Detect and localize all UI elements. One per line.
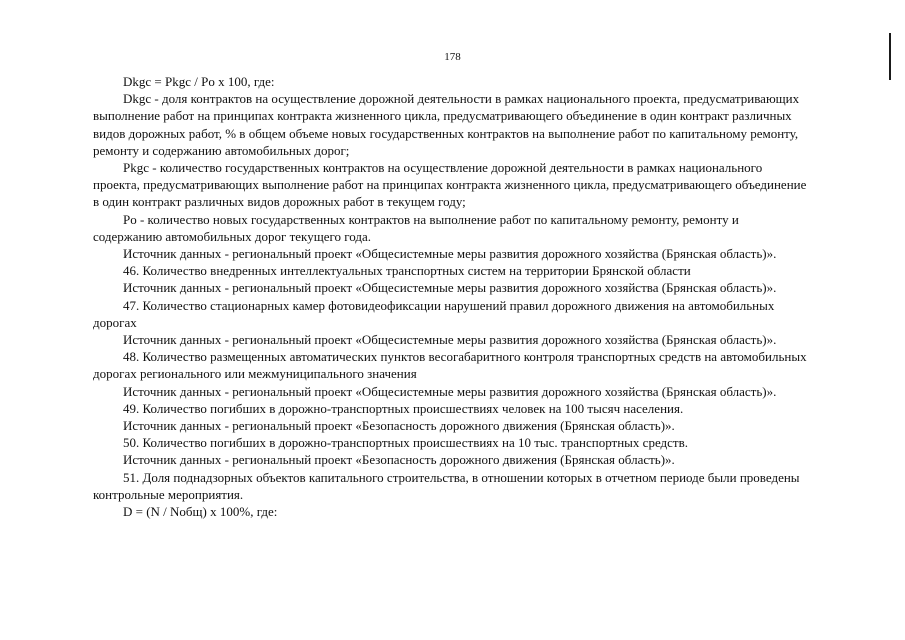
indicator-47: 47. Количество стационарных камер фотовидеофиксации нарушений правил дорожного движения на автомобильных дорогах	[93, 297, 775, 330]
page-number: 178	[444, 51, 461, 63]
indicator-51: 51. Доля поднадзорных объектов капитального строительства, в отношении которых в отчетном периоде были проведены контрольные мероприятия.	[93, 469, 800, 502]
formula-dkgc: Dkgc = Pkgc / Po х 100, где:	[123, 74, 275, 89]
definition-po: Po - количество новых государственных контрактов на выполнение работ по капитальному ремонту, ремонту и содержанию автомобильных дорог текущего года.	[93, 211, 739, 244]
indicator-46: 46. Количество внедренных интеллектуальных транспортных систем на территории Брянской области	[123, 263, 691, 279]
indicator-48: 48. Количество размещенных автоматических пунктов весогабаритного контроля транспортных средств на автомобильных дорогах регионального или межмуниципального значения	[93, 349, 807, 382]
data-source: Источник данных - региональный проект «Безопасность дорожного движения (Брянская область)».	[123, 418, 675, 434]
indicator-50: 50. Количество погибших в дорожно-транспортных происшествиях на 10 тыс. транспортных средств.	[123, 435, 688, 451]
data-source: Источник данных - региональный проект «Безопасность дорожного движения (Брянская область)».	[123, 452, 675, 468]
data-source: Источник данных - региональный проект «Общесистемные меры развития дорожного хозяйства (Брянская область)».	[123, 332, 777, 348]
definition-pkgc: Pkgc - количество государственных контрактов на осуществление дорожной деятельности в рамках национального проекта, предусматривающих выполнение работ на принципах контракта жизненного цикла, предусматривающего объединение в один контракт различных видов дорожных работ в текущем году;	[93, 160, 807, 210]
document-body	[93, 73, 809, 520]
indicator-49: 49. Количество погибших в дорожно-транспортных происшествиях человек на 100 тысяч населения.	[123, 400, 684, 416]
data-source: Источник данных - региональный проект «Общесистемные меры развития дорожного хозяйства (Брянская область)».	[123, 246, 777, 262]
definition-dkgc: Dkgc - доля контрактов на осуществление дорожной деятельности в рамках национального проекта, предусматривающих выполнение работ на принципах контракта жизненного цикла, предусматривающего объединение в один контракт различных видов дорожных работ, % в общем объеме новых государственных контрактов на выполнение работ по капитальному ремонту, ремонту и содержанию автомобильных дорог;	[93, 91, 800, 158]
formula-d: D = (N / Nобщ) х 100%, где:	[123, 504, 278, 520]
data-source: Источник данных - региональный проект «Общесистемные меры развития дорожного хозяйства (Брянская область)».	[123, 383, 777, 399]
scan-edge-mark	[889, 33, 891, 80]
data-source: Источник данных - региональный проект «Общесистемные меры развития дорожного хозяйства (Брянская область)».	[123, 280, 777, 296]
